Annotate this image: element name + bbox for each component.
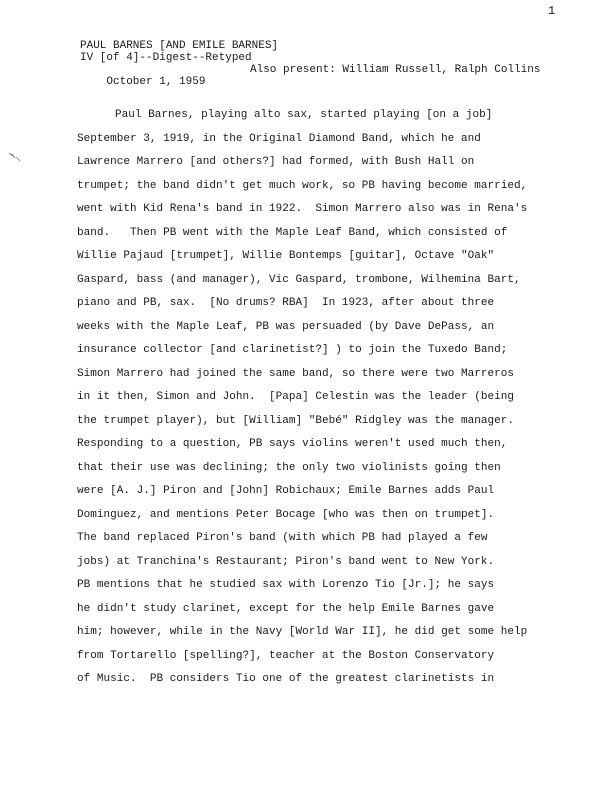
margin-mark-icon bbox=[8, 152, 22, 164]
header-also-present: Also present: William Russell, Ralph Collins bbox=[250, 64, 541, 76]
header-date-row bbox=[80, 64, 600, 88]
text-line: that their use was declining; the only two violinists going then bbox=[77, 461, 501, 474]
text-line: PB mentions that he studied sax with Lorenzo Tio [Jr.]; he says bbox=[77, 579, 495, 591]
text-line: The band replaced Piron's band (with which PB had played a few bbox=[77, 532, 488, 544]
text-line: weeks with the Maple Leaf, PB was persuaded (by Dave DePass, an bbox=[77, 320, 495, 333]
text-line: were [A. J.] Piron and [John] Robichaux; Emile Barnes adds Paul bbox=[77, 485, 495, 497]
header-subtitle: IV [of 4]--Digest--Retyped bbox=[80, 52, 252, 64]
text-line: Responding to a question, PB says violins weren't used much then, bbox=[77, 438, 508, 450]
text-line: Paul Barnes, playing alto sax, started playing [on a job] bbox=[115, 109, 493, 121]
text-line: Lawrence Marrero [and others?] had formed, with Bush Hall on bbox=[77, 156, 475, 168]
text-line: piano and PB, sax. [No drums? RBA] In 1923, after about three bbox=[77, 297, 495, 309]
text-line: the trumpet player), but [William] "Bebé" Ridgley was the manager. bbox=[77, 414, 514, 427]
text-line: band. Then PB went with the Maple Leaf Band, which consisted of bbox=[77, 226, 508, 239]
text-line: he didn't study clarinet, except for the help Emile Barnes gave bbox=[77, 602, 495, 615]
text-line: jobs) at Tranchina's Restaurant; Piron's band went to New York. bbox=[77, 555, 495, 568]
text-line: September 3, 1919, in the Original Diamond Band, which he and bbox=[77, 132, 481, 145]
document-body bbox=[77, 104, 597, 692]
text-line: Simon Marrero had joined the same band, so there were two Marreros bbox=[77, 367, 514, 380]
text-line: Willie Pajaud [trumpet], Willie Bontemps [guitar], Octave "Oak" bbox=[77, 250, 495, 262]
page-number: 1 bbox=[548, 4, 556, 18]
text-line: of Music. PB considers Tio one of the greatest clarinetists in bbox=[77, 673, 495, 685]
text-line: from Tortarello [spelling?], teacher at the Boston Conservatory bbox=[77, 649, 495, 662]
text-line: him; however, while in the Navy [World War II], he did get some help bbox=[77, 626, 528, 638]
header-title: PAUL BARNES [AND EMILE BARNES] bbox=[80, 40, 279, 52]
text-line: insurance collector [and clarinetist?] ) to join the Tuxedo Band; bbox=[77, 344, 508, 356]
document-header bbox=[80, 40, 600, 88]
text-line: in it then, Simon and John. [Papa] Celestin was the leader (being bbox=[77, 391, 514, 403]
text-line: trumpet; the band didn't get much work, so PB having become married, bbox=[77, 179, 528, 192]
text-line: Gaspard, bass (and manager), Vic Gaspard, trombone, Wilhemina Bart, bbox=[77, 273, 521, 286]
text-line: Dominguez, and mentions Peter Bocage [who was then on trumpet]. bbox=[77, 508, 495, 521]
header-date: October 1, 1959 bbox=[106, 76, 206, 88]
text-line: went with Kid Rena's band in 1922. Simon Marrero also was in Rena's bbox=[77, 203, 528, 215]
